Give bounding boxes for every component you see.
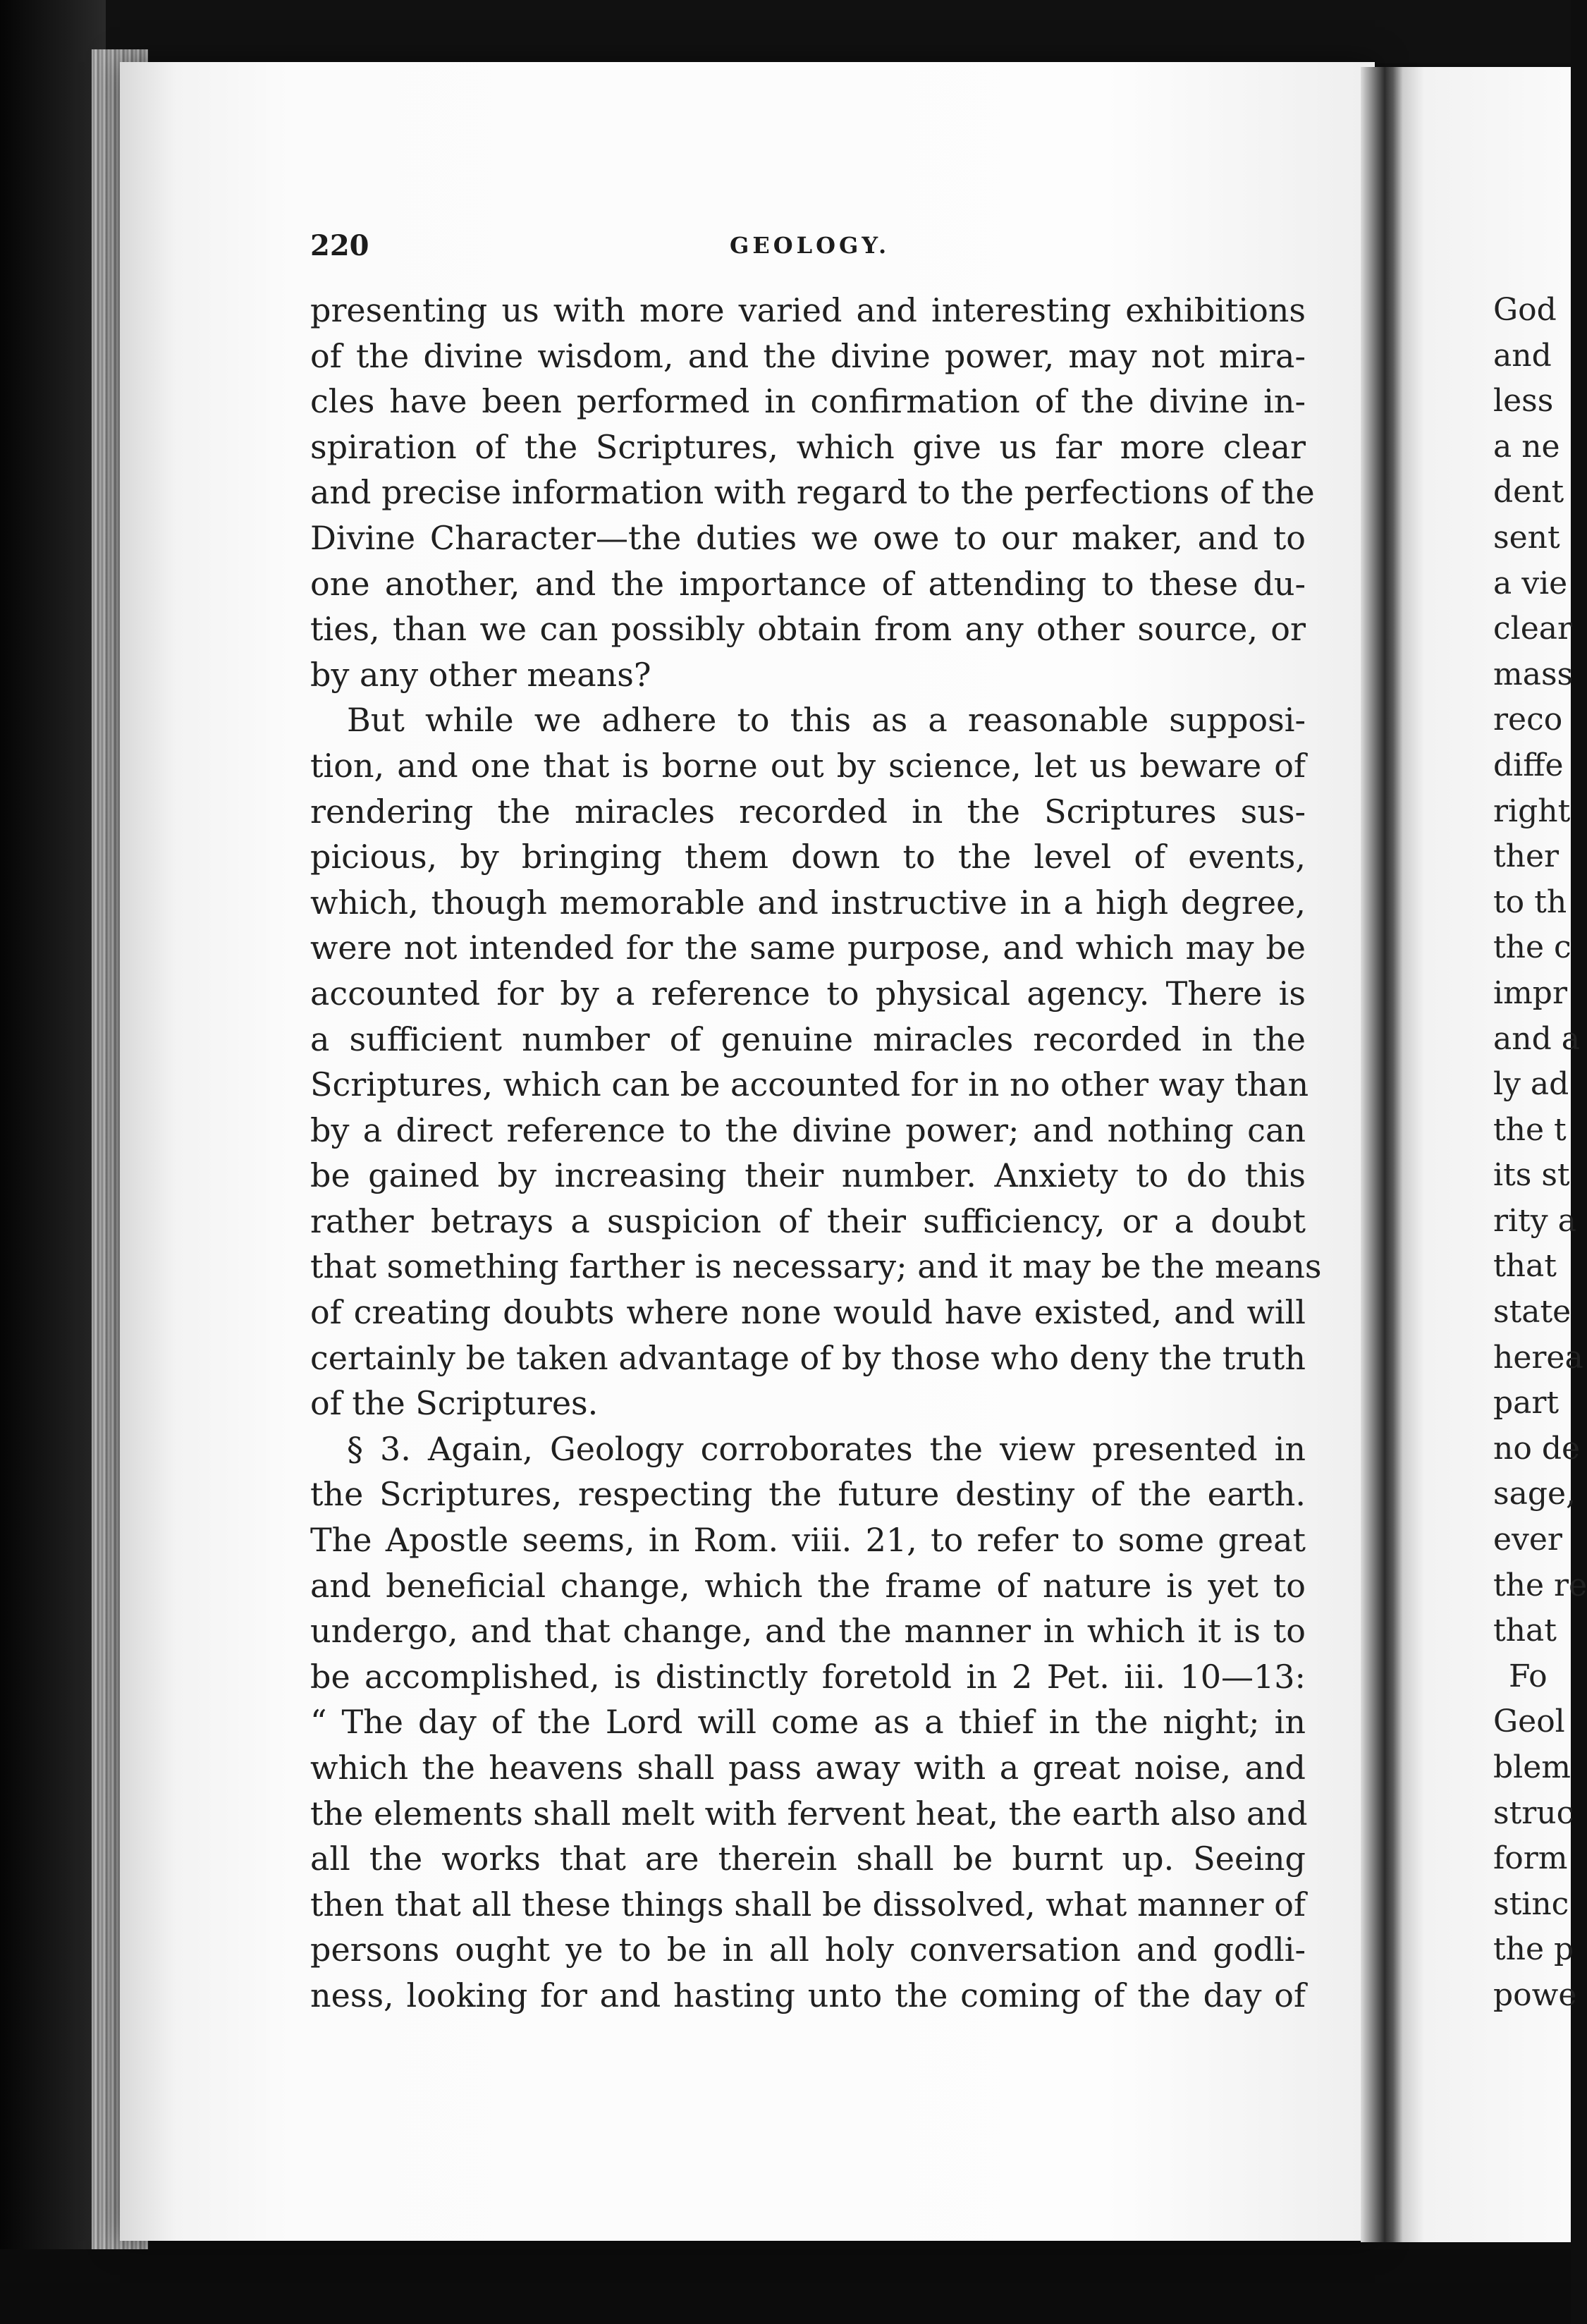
right-page-line-fragment: mass <box>1493 656 1574 692</box>
right-page-line-fragment: that <box>1493 1613 1557 1649</box>
text-line: rendering the miracles recorded in the Scriptures sus- <box>310 792 1306 831</box>
right-page-line-fragment: the re <box>1493 1567 1587 1603</box>
text-line: But while we adhere to this as a reasonable supposi- <box>347 701 1306 740</box>
text-line: and beneficial change, which the frame of nature is yet to <box>310 1566 1306 1605</box>
text-line: cles have been performed in confirmation of the divine in- <box>310 382 1306 421</box>
right-page-line-fragment: and <box>1493 337 1552 374</box>
text-line: of the Scriptures. <box>310 1384 599 1423</box>
text-line: tion, and one that is borne out by science, let us beware of <box>310 746 1306 785</box>
right-page-line-fragment: right <box>1493 793 1571 829</box>
text-line: which, though memorable and instructive in a high degree, <box>310 883 1306 922</box>
running-title: GEOLOGY. <box>730 232 890 259</box>
right-page-line-fragment: sent <box>1493 519 1560 556</box>
right-page-line-fragment: herea <box>1493 1339 1583 1376</box>
right-page-line-fragment: ever <box>1493 1522 1562 1558</box>
text-line: § 3. Again, Geology corroborates the view presented in <box>347 1429 1306 1468</box>
text-line: The Apostle seems, in Rom. viii. 21, to refer to some great <box>310 1521 1306 1560</box>
text-line: then that all these things shall be dissolved, what manner of <box>310 1885 1306 1924</box>
text-line: which the heavens shall pass away with a great noise, and <box>310 1749 1306 1787</box>
right-page-line-fragment: struc <box>1493 1794 1574 1831</box>
right-page-line-fragment: blem <box>1493 1749 1571 1785</box>
text-line: of the divine wisdom, and the divine power, may not mira- <box>310 336 1306 375</box>
right-page-line-fragment: diffe <box>1493 747 1564 783</box>
right-page-line-fragment: the t <box>1493 1111 1567 1148</box>
right-page-line-fragment: to th <box>1493 883 1567 920</box>
right-page-line-fragment: powe <box>1493 1976 1577 2013</box>
right-page-line-fragment: a vie <box>1493 565 1568 601</box>
right-page-line-fragment: the c <box>1493 929 1571 966</box>
right-page-line-fragment: rity a <box>1493 1202 1576 1239</box>
text-line: all the works that are therein shall be burnt up. Seeing <box>310 1840 1306 1878</box>
right-page-line-fragment: clear <box>1493 611 1573 647</box>
text-line: ties, than we can possibly obtain from any other source, or <box>310 610 1306 649</box>
text-line: spiration of the Scriptures, which give us far more clear <box>310 427 1306 466</box>
right-page-line-fragment: state <box>1493 1294 1571 1331</box>
text-line: the elements shall melt with fervent heat, the earth also and <box>310 1794 1308 1833</box>
right-page-line-fragment: dent <box>1493 474 1564 510</box>
right-page-line-fragment: ly ad <box>1493 1066 1569 1103</box>
film-border-top <box>0 0 1571 63</box>
text-line: Divine Character—the duties we owe to our maker, and to <box>310 518 1306 557</box>
text-line: and precise information with regard to the perfections of the <box>310 473 1315 512</box>
text-line: a sufficient number of genuine miracles recorded in the <box>310 1020 1306 1058</box>
text-line: by a direct reference to the divine power; and nothing can <box>310 1111 1306 1149</box>
text-line: Scriptures, which can be accounted for in no other way than <box>310 1065 1309 1104</box>
binding-gutter <box>1361 67 1403 2242</box>
page-header <box>310 229 1297 271</box>
text-line: the Scriptures, respecting the future destiny of the earth. <box>310 1475 1306 1514</box>
text-line: ness, looking for and hasting unto the coming of the day of <box>310 1976 1306 2014</box>
right-page-line-fragment: the p <box>1493 1931 1574 1968</box>
body-text <box>310 288 1322 2019</box>
right-page-line-fragment: less <box>1493 383 1554 420</box>
page-number: 220 <box>310 229 369 262</box>
text-line: rather betrays a suspicion of their sufficiency, or a doubt <box>310 1201 1306 1240</box>
text-line: undergo, and that change, and the manner in which it is to <box>310 1612 1306 1651</box>
right-page-line-fragment: part <box>1493 1385 1560 1421</box>
right-page-line-fragment: a ne <box>1493 428 1560 465</box>
text-line: be gained by increasing their number. Anxiety to do this <box>310 1156 1306 1195</box>
text-line: certainly be taken advantage of by those who deny the truth <box>310 1338 1306 1377</box>
right-page-line-fragment: reco <box>1493 702 1563 738</box>
text-line: accounted for by a reference to physical agency. There is <box>310 974 1306 1013</box>
right-page-line-fragment: Geol <box>1493 1704 1565 1740</box>
text-line: picious, by bringing them down to the level of events, <box>310 838 1306 876</box>
text-line: one another, and the importance of attending to these du- <box>310 564 1306 603</box>
right-page-line-fragment: its st <box>1493 1157 1570 1194</box>
text-line: presenting us with more varied and interesting exhibitions <box>310 291 1306 329</box>
text-line: of creating doubts where none would have existed, and will <box>310 1293 1306 1332</box>
right-page-line-fragment: stinc <box>1493 1885 1569 1922</box>
right-page-line-fragment: God <box>1493 292 1557 328</box>
right-page-text-fragments <box>1493 288 1587 2019</box>
film-border-bottom <box>0 2249 1571 2324</box>
right-page-line-fragment: form <box>1493 1840 1568 1877</box>
text-line: persons ought ye to be in all holy conversation and godli- <box>310 1931 1306 1969</box>
right-page-line-fragment: impr <box>1493 974 1567 1011</box>
right-page-line-fragment: and a <box>1493 1020 1580 1057</box>
text-line: “ The day of the Lord will come as a thief in the night; in <box>310 1703 1306 1742</box>
right-page-line-fragment: sage, <box>1493 1476 1576 1512</box>
text-line: be accomplished, is distinctly foretold in 2 Pet. iii. 10—13: <box>310 1657 1306 1696</box>
film-border-left <box>0 0 106 2324</box>
right-page-line-fragment: that <box>1493 1248 1557 1285</box>
right-page-line-fragment: no de <box>1493 1430 1581 1467</box>
text-line: that something farther is necessary; and it may be the means <box>310 1247 1322 1286</box>
text-line: by any other means? <box>310 655 651 694</box>
text-line: were not intended for the same purpose, and which may be <box>310 929 1306 967</box>
right-page-line-fragment: ther <box>1493 838 1560 875</box>
right-page-line-fragment: Fo <box>1509 1658 1548 1694</box>
